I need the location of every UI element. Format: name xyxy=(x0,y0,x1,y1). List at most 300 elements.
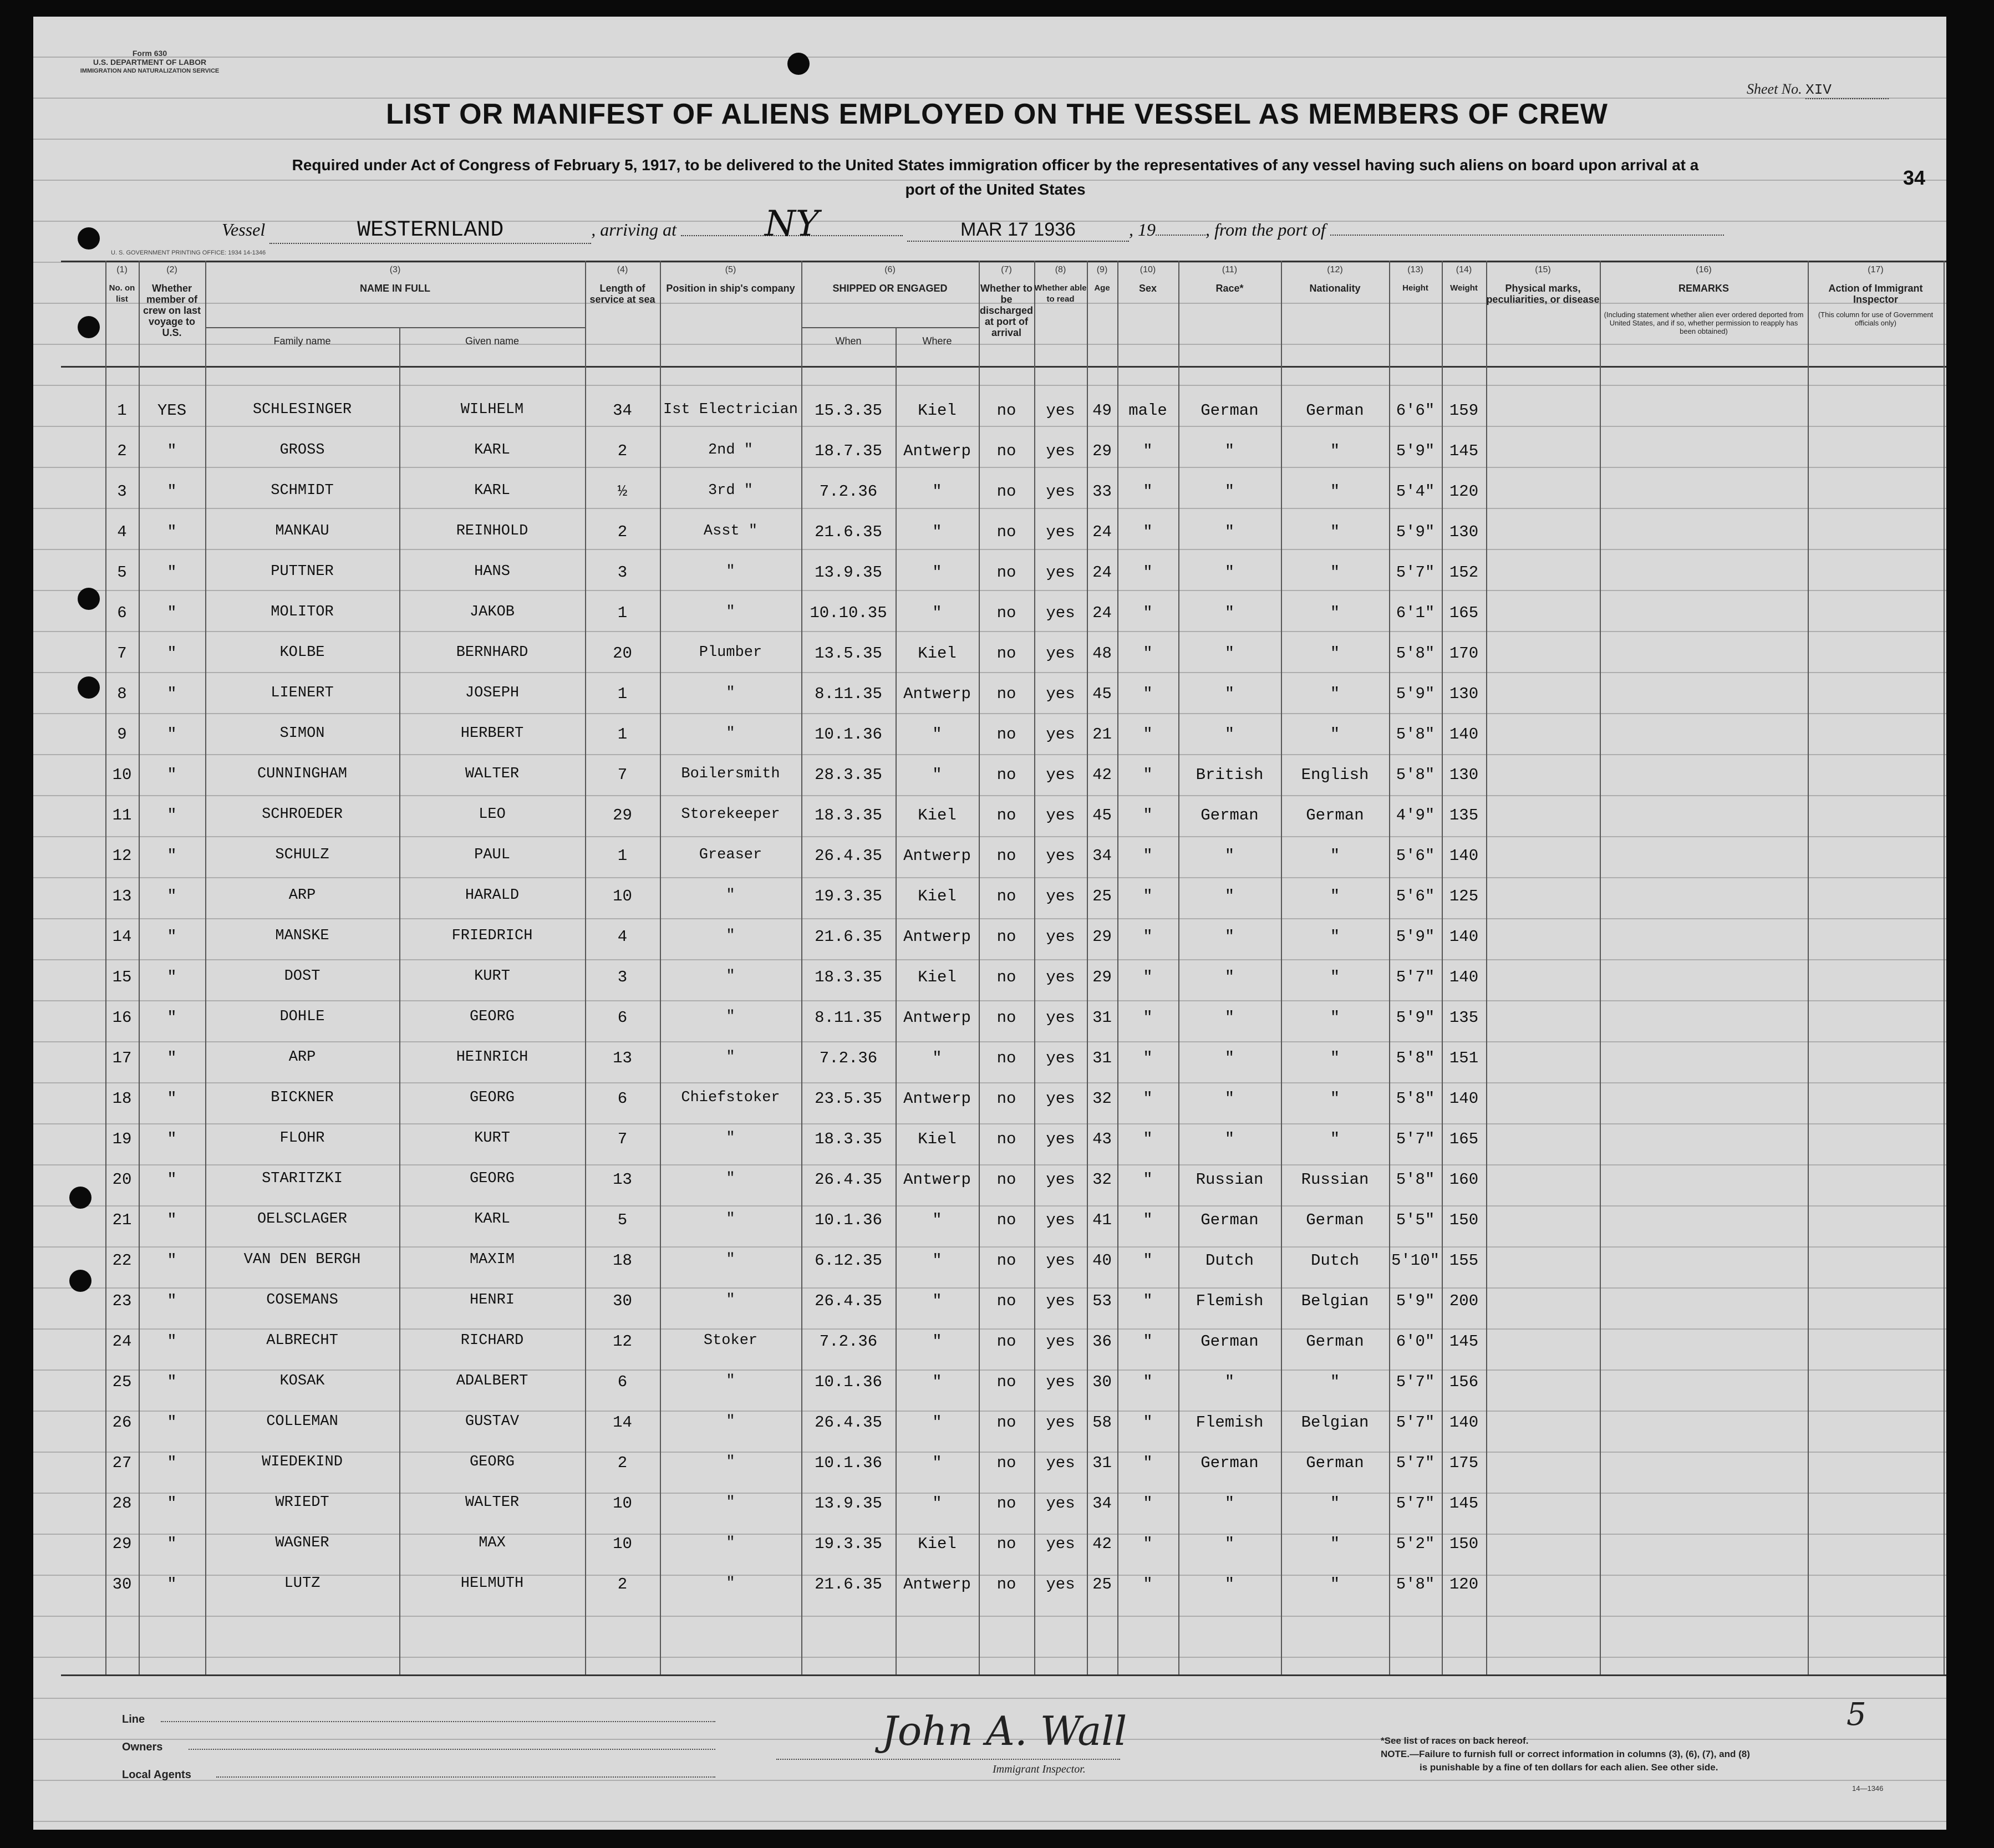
given-name: RICHARD xyxy=(460,1332,524,1349)
discharged: no xyxy=(996,1413,1016,1432)
prior-voyage: " xyxy=(167,1373,177,1391)
given-name: MAX xyxy=(479,1535,506,1551)
column-header: Race* xyxy=(1215,283,1244,294)
prior-voyage: " xyxy=(167,968,177,986)
shipped-where: " xyxy=(932,1413,942,1432)
service-length: 1 xyxy=(617,685,628,703)
prior-voyage: YES xyxy=(157,401,187,420)
prior-voyage: " xyxy=(167,1090,177,1108)
footnote-races: *See list of races on back hereof. xyxy=(1381,1735,1529,1746)
shipped-where: Kiel xyxy=(918,968,957,986)
column-number: (5) xyxy=(725,265,736,274)
column-number: (17) xyxy=(1868,265,1884,274)
sex: " xyxy=(1143,1454,1153,1472)
age: 31 xyxy=(1092,1009,1112,1027)
position: " xyxy=(726,604,735,620)
race: German xyxy=(1201,806,1259,824)
shipped-when: 7.2.36 xyxy=(819,1332,878,1351)
prior-voyage: " xyxy=(167,1535,177,1553)
able-to-read: yes xyxy=(1046,604,1075,622)
service-length: 10 xyxy=(613,1494,632,1513)
race: Flemish xyxy=(1196,1413,1264,1432)
height: 6'6" xyxy=(1396,401,1435,420)
page-subtitle: Required under Act of Congress of February 5, 1917, to be delivered to the United States immigration officer by the representatives of any vessel having such aliens on board upon arrival at a port of the United States xyxy=(292,156,1699,198)
given-name: GEORG xyxy=(469,1009,515,1025)
age: 21 xyxy=(1092,725,1112,744)
nationality: " xyxy=(1330,928,1340,946)
discharged: no xyxy=(996,644,1016,663)
shipped-when: 7.2.36 xyxy=(819,1049,878,1067)
discharged: no xyxy=(996,887,1016,905)
discharged: no xyxy=(996,1090,1016,1108)
position: " xyxy=(726,563,735,580)
discharged: no xyxy=(996,1494,1016,1513)
sex: " xyxy=(1143,887,1153,905)
age: 30 xyxy=(1092,1373,1112,1391)
row-number: 13 xyxy=(112,887,132,905)
race: " xyxy=(1224,1575,1235,1594)
age: 45 xyxy=(1092,806,1112,824)
column-header: Position in ship's company xyxy=(666,283,795,294)
able-to-read: yes xyxy=(1046,1332,1075,1351)
nationality: " xyxy=(1330,644,1340,663)
nationality: " xyxy=(1330,604,1340,622)
race: German xyxy=(1201,401,1259,420)
given-name: LEO xyxy=(479,806,506,823)
family-name: COSEMANS xyxy=(266,1292,338,1309)
given-name: WALTER xyxy=(465,1494,520,1511)
row-number: 27 xyxy=(112,1454,132,1472)
service-length: 5 xyxy=(617,1211,628,1229)
position: " xyxy=(726,1009,735,1025)
weight: 135 xyxy=(1449,806,1479,824)
family-name: SCHMIDT xyxy=(271,482,334,499)
weight: 150 xyxy=(1449,1211,1479,1229)
nationality: " xyxy=(1330,887,1340,905)
service-length: 4 xyxy=(617,928,628,946)
prior-voyage: " xyxy=(167,928,177,946)
shipped-when: 21.6.35 xyxy=(815,1575,882,1594)
shipped-where: Antwerp xyxy=(903,685,971,703)
service-length: 18 xyxy=(613,1251,632,1270)
nationality: Belgian xyxy=(1301,1292,1369,1310)
race: Russian xyxy=(1196,1170,1264,1189)
discharged: no xyxy=(996,1535,1016,1553)
column-header: Whether to be discharged at port of arrival xyxy=(979,283,1034,338)
vessel-line: Vessel WESTERNLAND , arriving at NY MAR 17 1936 , 19 , from the port of xyxy=(222,213,1724,244)
sex: " xyxy=(1143,604,1153,622)
race: " xyxy=(1224,523,1235,541)
race: " xyxy=(1224,1049,1235,1067)
sex: " xyxy=(1143,1130,1153,1148)
given-name: HERBERT xyxy=(460,725,524,742)
race: " xyxy=(1224,847,1235,865)
sex: " xyxy=(1143,766,1153,784)
owners-field xyxy=(189,1748,715,1750)
family-name: KOSAK xyxy=(279,1373,325,1389)
discharged: no xyxy=(996,1292,1016,1310)
shipped-where: Antwerp xyxy=(903,1009,971,1027)
given-name: HELMUTH xyxy=(460,1575,524,1592)
able-to-read: yes xyxy=(1046,725,1075,744)
nationality: " xyxy=(1330,442,1340,460)
able-to-read: yes xyxy=(1046,482,1075,501)
able-to-read: yes xyxy=(1046,1413,1075,1432)
column-header: Action of Immigrant Inspector xyxy=(1828,283,1923,305)
family-name: OELSCLAGER xyxy=(257,1211,348,1228)
weight: 151 xyxy=(1449,1049,1479,1067)
row-number: 26 xyxy=(112,1413,132,1432)
subcolumn-header: When xyxy=(835,335,862,347)
prior-voyage: " xyxy=(167,766,177,784)
column-number: (6) xyxy=(884,265,896,274)
footnote-note: NOTE.—Failure to furnish full or correct information in columns (3), (6), (7), and (8) xyxy=(1381,1749,1750,1759)
family-name: WIEDEKIND xyxy=(262,1454,343,1470)
sex: " xyxy=(1143,968,1153,986)
subcolumn-header: Given name xyxy=(465,335,520,347)
height: 5'8" xyxy=(1396,725,1435,744)
position: Plumber xyxy=(699,644,762,661)
height: 5'7" xyxy=(1396,968,1435,986)
nationality: " xyxy=(1330,968,1340,986)
position: " xyxy=(726,887,735,904)
position: " xyxy=(726,928,735,944)
position: " xyxy=(726,1454,735,1470)
service-length: 3 xyxy=(617,563,628,582)
sex: " xyxy=(1143,847,1153,865)
shipped-when: 10.1.36 xyxy=(815,725,882,744)
position: " xyxy=(726,1251,735,1268)
service-length: 2 xyxy=(617,1575,628,1594)
line-field xyxy=(161,1720,715,1722)
age: 32 xyxy=(1092,1170,1112,1189)
row-number: 2 xyxy=(117,442,127,460)
column-number: (4) xyxy=(617,265,628,274)
service-length: 29 xyxy=(613,806,632,824)
weight: 140 xyxy=(1449,968,1479,986)
race: " xyxy=(1224,887,1235,905)
weight: 165 xyxy=(1449,604,1479,622)
position: " xyxy=(726,725,735,742)
prior-voyage: " xyxy=(167,482,177,501)
height: 5'8" xyxy=(1396,1575,1435,1594)
subcolumn-header: Where xyxy=(922,335,952,347)
shipped-when: 15.3.35 xyxy=(815,401,882,420)
nationality: " xyxy=(1330,482,1340,501)
shipped-when: 21.6.35 xyxy=(815,523,882,541)
prior-voyage: " xyxy=(167,1211,177,1229)
nationality: German xyxy=(1306,1211,1364,1229)
height: 5'9" xyxy=(1396,928,1435,946)
age: 45 xyxy=(1092,685,1112,703)
column-number: (2) xyxy=(166,265,177,274)
nationality: Belgian xyxy=(1301,1413,1369,1432)
race: German xyxy=(1201,1332,1259,1351)
sex: " xyxy=(1143,1170,1153,1189)
shipped-where: " xyxy=(932,1049,942,1067)
able-to-read: yes xyxy=(1046,1535,1075,1553)
row-number: 6 xyxy=(117,604,127,622)
arrival-date: MAR 17 1936 xyxy=(907,219,1129,242)
agents-label: Local Agents xyxy=(122,1769,191,1781)
age: 29 xyxy=(1092,928,1112,946)
shipped-where: " xyxy=(932,1494,942,1513)
family-name: SCHLESINGER xyxy=(252,401,352,418)
able-to-read: yes xyxy=(1046,847,1075,865)
height: 5'8" xyxy=(1396,1090,1435,1108)
row-number: 29 xyxy=(112,1535,132,1553)
race: " xyxy=(1224,1130,1235,1148)
shipped-where: Kiel xyxy=(918,644,957,663)
row-number: 10 xyxy=(112,766,132,784)
inspector-signature: John A. Wall xyxy=(882,1708,1127,1754)
given-name: MAXIM xyxy=(469,1251,515,1268)
nationality: " xyxy=(1330,1090,1340,1108)
able-to-read: yes xyxy=(1046,401,1075,420)
age: 29 xyxy=(1092,968,1112,986)
row-number: 20 xyxy=(112,1170,132,1189)
race: British xyxy=(1196,766,1264,784)
family-name: WRIEDT xyxy=(275,1494,329,1511)
age: 36 xyxy=(1092,1332,1112,1351)
nationality: English xyxy=(1301,766,1369,784)
service-length: 3 xyxy=(617,968,628,986)
race: German xyxy=(1201,1454,1259,1472)
service-length: 2 xyxy=(617,442,628,460)
column-header: SHIPPED OR ENGAGED xyxy=(832,283,948,294)
name-group-rule xyxy=(205,327,585,328)
row-number: 22 xyxy=(112,1251,132,1270)
weight: 200 xyxy=(1449,1292,1479,1310)
table-top-rule xyxy=(61,261,1946,262)
able-to-read: yes xyxy=(1046,766,1075,784)
nationality: " xyxy=(1330,1009,1340,1027)
row-number: 9 xyxy=(117,725,127,744)
page-number: 34 xyxy=(1903,166,1926,189)
shipped-where: Antwerp xyxy=(903,928,971,946)
nationality: " xyxy=(1330,685,1340,703)
family-name: SCHULZ xyxy=(275,847,329,863)
shipped-when: 21.6.35 xyxy=(815,928,882,946)
sex: " xyxy=(1143,1009,1153,1027)
printer-line: U. S. GOVERNMENT PRINTING OFFICE: 1934 14-1346 xyxy=(111,250,266,256)
position: " xyxy=(726,1211,735,1228)
column-header: REMARKS xyxy=(1678,283,1729,294)
given-name: GEORG xyxy=(469,1454,515,1470)
service-length: 34 xyxy=(613,401,632,420)
weight: 135 xyxy=(1449,1009,1479,1027)
table-header-rule xyxy=(61,366,1946,368)
shipped-when: 7.2.36 xyxy=(819,482,878,501)
race: " xyxy=(1224,685,1235,703)
subcolumn-header: Family name xyxy=(273,335,331,347)
position: Ist Electrician xyxy=(663,401,798,418)
race: " xyxy=(1224,1009,1235,1027)
position: Stoker xyxy=(703,1332,758,1349)
race: " xyxy=(1224,1373,1235,1391)
row-number: 11 xyxy=(112,806,132,824)
shipped-where: " xyxy=(932,1373,942,1391)
able-to-read: yes xyxy=(1046,887,1075,905)
able-to-read: yes xyxy=(1046,1575,1075,1594)
service-length: 20 xyxy=(613,644,632,663)
height: 5'7" xyxy=(1396,1454,1435,1472)
sex: " xyxy=(1143,1292,1153,1310)
sex: male xyxy=(1128,401,1167,420)
position: " xyxy=(726,1170,735,1187)
position: " xyxy=(726,1494,735,1511)
given-name: WILHELM xyxy=(460,401,524,418)
column-header: No. on list xyxy=(109,283,135,304)
service-length: 13 xyxy=(613,1049,632,1067)
height: 5'9" xyxy=(1396,685,1435,703)
shipped-where: " xyxy=(932,725,942,744)
discharged: no xyxy=(996,928,1016,946)
age: 58 xyxy=(1092,1413,1112,1432)
height: 5'8" xyxy=(1396,766,1435,784)
sex: " xyxy=(1143,725,1153,744)
sex: " xyxy=(1143,806,1153,824)
table-column-rule xyxy=(1486,261,1487,1674)
service-length: 7 xyxy=(617,766,628,784)
family-name: ARP xyxy=(288,1049,316,1066)
prior-voyage: " xyxy=(167,1454,177,1472)
prior-voyage: " xyxy=(167,1251,177,1270)
able-to-read: yes xyxy=(1046,523,1075,541)
family-name: DOHLE xyxy=(279,1009,325,1025)
shipped-where: Kiel xyxy=(918,401,957,420)
row-number: 7 xyxy=(117,644,127,663)
shipped-when: 26.4.35 xyxy=(815,1292,882,1310)
row-number: 17 xyxy=(112,1049,132,1067)
column-header: Whether member of crew on last voyage to U.S. xyxy=(143,283,201,338)
able-to-read: yes xyxy=(1046,1373,1075,1391)
nationality: German xyxy=(1306,806,1364,824)
column-header-note: (This column for use of Government officials only) xyxy=(1818,310,1934,327)
column-header: Physical marks, peculiarities, or disease xyxy=(1486,283,1600,305)
given-name: HENRI xyxy=(469,1292,515,1309)
position: " xyxy=(726,1049,735,1066)
column-header: Height xyxy=(1402,283,1428,293)
discharged: no xyxy=(996,806,1016,824)
service-length: 30 xyxy=(613,1292,632,1310)
shipped-where: " xyxy=(932,766,942,784)
family-name: SCHROEDER xyxy=(262,806,343,823)
shipped-where: Antwerp xyxy=(903,442,971,460)
position: Greaser xyxy=(699,847,762,863)
column-number: (10) xyxy=(1140,265,1156,274)
weight: 165 xyxy=(1449,1130,1479,1148)
sex: " xyxy=(1143,685,1153,703)
service-length: 6 xyxy=(617,1090,628,1108)
shipped-when: 18.3.35 xyxy=(815,806,882,824)
column-header: Weight xyxy=(1450,283,1478,293)
prior-voyage: " xyxy=(167,806,177,824)
discharged: no xyxy=(996,685,1016,703)
family-name: ALBRECHT xyxy=(266,1332,338,1349)
page-title: LIST OR MANIFEST OF ALIENS EMPLOYED ON THE VESSEL AS MEMBERS OF CREW xyxy=(386,98,1608,130)
discharged: no xyxy=(996,725,1016,744)
row-number: 8 xyxy=(117,685,127,703)
shipped-when: 10.1.36 xyxy=(815,1211,882,1229)
race: " xyxy=(1224,482,1235,501)
position: " xyxy=(726,1292,735,1309)
family-name: VAN DEN BERGH xyxy=(243,1251,361,1268)
race: " xyxy=(1224,1535,1235,1553)
weight: 130 xyxy=(1449,685,1479,703)
able-to-read: yes xyxy=(1046,806,1075,824)
sex: " xyxy=(1143,523,1153,541)
race: Flemish xyxy=(1196,1292,1264,1310)
age: 34 xyxy=(1092,1494,1112,1513)
family-name: CUNNINGHAM xyxy=(257,766,348,782)
sex: " xyxy=(1143,1251,1153,1270)
able-to-read: yes xyxy=(1046,1049,1075,1067)
race: " xyxy=(1224,563,1235,582)
shipped-where: Kiel xyxy=(918,887,957,905)
prior-voyage: " xyxy=(167,847,177,865)
given-name: ADALBERT xyxy=(456,1373,528,1389)
shipped-when: 26.4.35 xyxy=(815,1170,882,1189)
age: 24 xyxy=(1092,523,1112,541)
weight: 155 xyxy=(1449,1251,1479,1270)
family-name: ARP xyxy=(288,887,316,904)
column-number: (9) xyxy=(1096,265,1108,274)
column-header: NAME IN FULL xyxy=(360,283,430,294)
column-number: (13) xyxy=(1407,265,1423,274)
height: 5'9" xyxy=(1396,1009,1435,1027)
prior-voyage: " xyxy=(167,1494,177,1513)
race: " xyxy=(1224,968,1235,986)
prior-voyage: " xyxy=(167,685,177,703)
shipped-when: 18.3.35 xyxy=(815,968,882,986)
shipped-when: 26.4.35 xyxy=(815,847,882,865)
shipped-where: " xyxy=(932,523,942,541)
service-length: 6 xyxy=(617,1009,628,1027)
column-header: Whether able to read xyxy=(1034,283,1087,304)
footnote-fine: is punishable by a fine of ten dollars for each alien. See other side. xyxy=(1420,1762,1718,1773)
age: 33 xyxy=(1092,482,1112,501)
prior-voyage: " xyxy=(167,644,177,663)
shipped-where: Antwerp xyxy=(903,1575,971,1594)
shipped-where: " xyxy=(932,1292,942,1310)
column-header: Sex xyxy=(1138,283,1157,294)
prior-voyage: " xyxy=(167,1130,177,1148)
shipped-where: " xyxy=(932,1211,942,1229)
weight: 160 xyxy=(1449,1170,1479,1189)
discharged: no xyxy=(996,1130,1016,1148)
column-number: (15) xyxy=(1535,265,1551,274)
vessel-name: WESTERNLAND xyxy=(269,218,591,244)
service-length: 10 xyxy=(613,1535,632,1553)
shipped-when: 19.3.35 xyxy=(815,1535,882,1553)
prior-voyage: " xyxy=(167,1575,177,1594)
service-length: 10 xyxy=(613,887,632,905)
service-length: 6 xyxy=(617,1373,628,1391)
discharged: no xyxy=(996,1251,1016,1270)
discharged: no xyxy=(996,968,1016,986)
arriving-port: NY xyxy=(681,213,903,236)
signature-caption: Immigrant Inspector. xyxy=(993,1763,1086,1775)
given-name: GEORG xyxy=(469,1090,515,1106)
shipped-when: 13.9.35 xyxy=(815,563,882,582)
family-name: LUTZ xyxy=(284,1575,321,1592)
row-number: 4 xyxy=(117,523,127,541)
sex: " xyxy=(1143,1049,1153,1067)
family-name: STARITZKI xyxy=(262,1170,343,1187)
prior-voyage: " xyxy=(167,1332,177,1351)
able-to-read: yes xyxy=(1046,1130,1075,1148)
